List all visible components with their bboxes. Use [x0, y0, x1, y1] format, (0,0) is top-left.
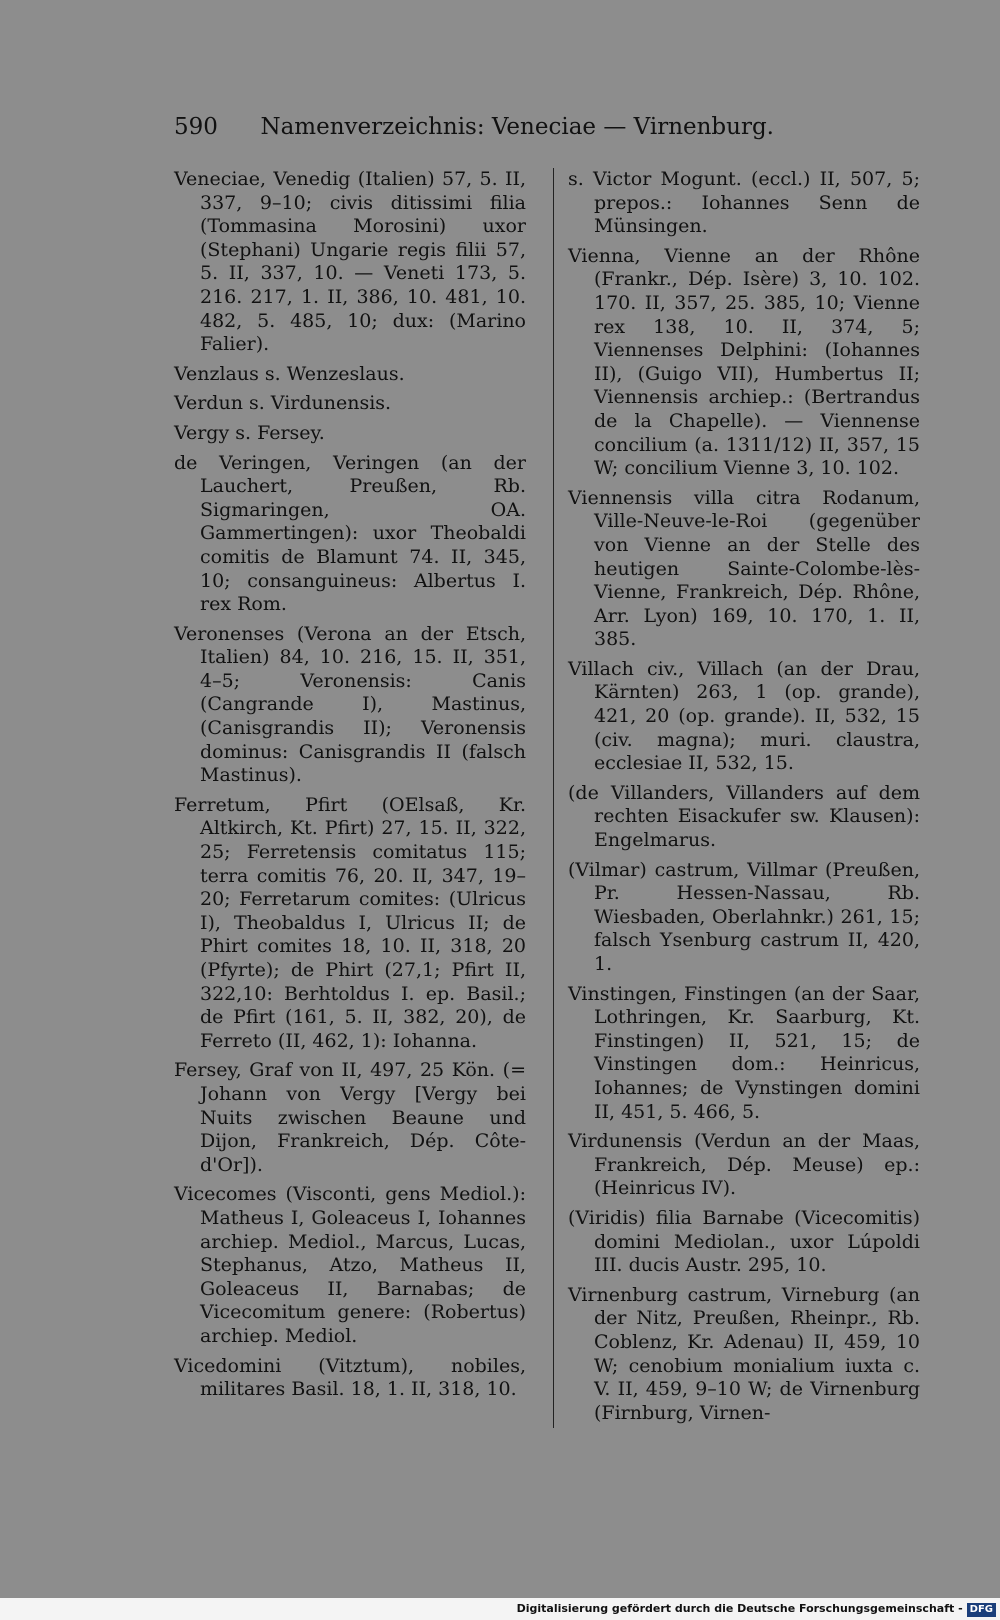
- index-entry: Veronenses (Verona an der Etsch, Italien) 84, 10. 216, 15. II, 351, 4–5; Veronensis: Canis (Cangrande I), Mastinus, (Canisgrandis II); Veronensis dominus: Canisgrandis II (falsch Mastinus).: [174, 622, 526, 787]
- index-entry: (Viridis) filia Barnabe (Vicecomitis) domini Mediolan., uxor Lúpoldi III. ducis Austr. 295, 10.: [568, 1206, 920, 1277]
- index-entry: Venzlaus s. Wenzeslaus.: [174, 362, 405, 385]
- index-entry: (de Villanders, Villanders auf dem rechten Eisackufer sw. Klausen): Engelmarus.: [568, 781, 920, 852]
- index-entry: de Veringen, Veringen (an der Lauchert, Preußen, Rb. Sigmaringen, OA. Gammertingen): uxor Theobaldi comitis de Blamunt 74. II, 345, 10; consanguineus: Albertus I. rex Rom.: [174, 451, 526, 616]
- index-entry: (Vilmar) castrum, Villmar (Preußen, Pr. Hessen-Nassau, Rb. Wiesbaden, Oberlahnkr.) 261, 15; falsch Ysenburg castrum II, 420, 1.: [568, 858, 920, 975]
- digitization-footer: [0, 1598, 1000, 1620]
- index-entry: Vienna, Vienne an der Rhône (Frankr., Dép. Isère) 3, 10. 102. 170. II, 357, 25. 385, 10; Vienne rex 138, 10. II, 374, 5; Viennenses Delphini: (Iohannes II), (Guigo VII), Humbertus II; Viennensis archiep.: (Bertrandus de la Chapelle). — Viennense concilium (a. 1311/12) II, 357, 15 W; concilium Vienne 3, 10. 102.: [568, 244, 920, 480]
- column-divider: [553, 168, 554, 1428]
- index-entry: s. Victor Mogunt. (eccl.) II, 507, 5; prepos.: Iohannes Senn de Münsingen.: [568, 168, 920, 238]
- index-column-left: [174, 168, 526, 1408]
- dfg-logo: DFG: [967, 1603, 996, 1617]
- footer-text: Digitalisierung gefördert durch die Deutsche Forschungsgemeinschaft -: [516, 1602, 963, 1615]
- page-number: 590: [174, 114, 218, 140]
- index-entry: Vinstingen, Finstingen (an der Saar, Lothringen, Kr. Saarburg, Kt. Finstingen) II, 521, 15; de Vinstingen dom.: Heinricus, Iohannes; de Vynstingen domini II, 451, 5. 466, 5.: [568, 982, 920, 1123]
- index-entry: Virdunensis (Verdun an der Maas, Frankreich, Dép. Meuse) ep.: (Heinricus IV).: [568, 1130, 920, 1200]
- index-entry: Veneciae, Venedig (Italien) 57, 5. II, 337, 9–10; civis ditissimi filia (Tommasina Morosini) uxor (Stephani) Ungarie regis filii 57, 5. II, 337, 10. — Veneti 173, 5. 216. 217, 1. II, 386, 10. 481, 10. 482, 5. 485, 10; dux: (Marino Falier).: [174, 168, 526, 356]
- index-entry: Vicedomini (Vitztum), nobiles, militares Basil. 18, 1. II, 318, 10.: [174, 1354, 526, 1401]
- index-entry: Vicecomes (Visconti, gens Mediol.): Matheus I, Goleaceus I, Iohannes archiep. Mediol., Marcus, Lucas, Stephanus, Atzo, Matheus II, Goleaceus II, Barnabas; de Vicecomitum genere: (Robertus) archiep. Mediol.: [174, 1183, 526, 1347]
- page-header: [174, 112, 794, 142]
- index-entry: Ferretum, Pfirt (OElsaß, Kr. Altkirch, Kt. Pfirt) 27, 15. II, 322, 25; Ferretensis comitatus 115; terra comitis 76, 20. II, 347, 19–20; Ferretarum comites: (Ulricus I), Theobaldus I, Ulricus II; de Phirt comites 18, 10. II, 318, 20 (Pfyrte); de Phirt (27,1; Pfirt II, 322,10: Berhtoldus I. ep. Basil.; de Pfirt (161, 5. II, 382, 20), de Ferreto (II, 462, 1): Iohanna.: [174, 793, 526, 1052]
- index-entry: Villach civ., Villach (an der Drau, Kärnten) 263, 1 (op. grande), 421, 20 (op. grande). II, 532, 15 (civ. magna); muri. claustra, ecclesiae II, 532, 15.: [568, 657, 920, 775]
- index-entry: Virnenburg castrum, Virneburg (an der Nitz, Preußen, Rheinpr., Rb. Coblenz, Kr. Adenau) II, 459, 10 W; cenobium monialium iuxta c. V. II, 459, 9–10 W; de Virnenburg (Firnburg, Virnen-: [568, 1283, 920, 1424]
- page-title: Namenverzeichnis: Veneciae — Virnenburg.: [260, 114, 774, 140]
- index-entry: Viennensis villa citra Rodanum, Ville-Neuve-le-Roi (gegenüber von Vienne an der Stelle des heutigen Sainte-Colombe-lès-Vienne, Frankreich, Dép. Rhône, Arr. Lyon) 169, 10. 170, 1. II, 385.: [568, 486, 920, 651]
- index-entry: Vergy s. Fersey.: [174, 421, 325, 444]
- index-entry: Fersey, Graf von II, 497, 25 Kön. (= Johann von Vergy [Vergy bei Nuits zwischen Beaune und Dijon, Frankreich, Dép. Côte-d'Or]).: [174, 1059, 526, 1176]
- index-column-right: [568, 168, 920, 1431]
- index-entry: Verdun s. Virdunensis.: [174, 392, 392, 415]
